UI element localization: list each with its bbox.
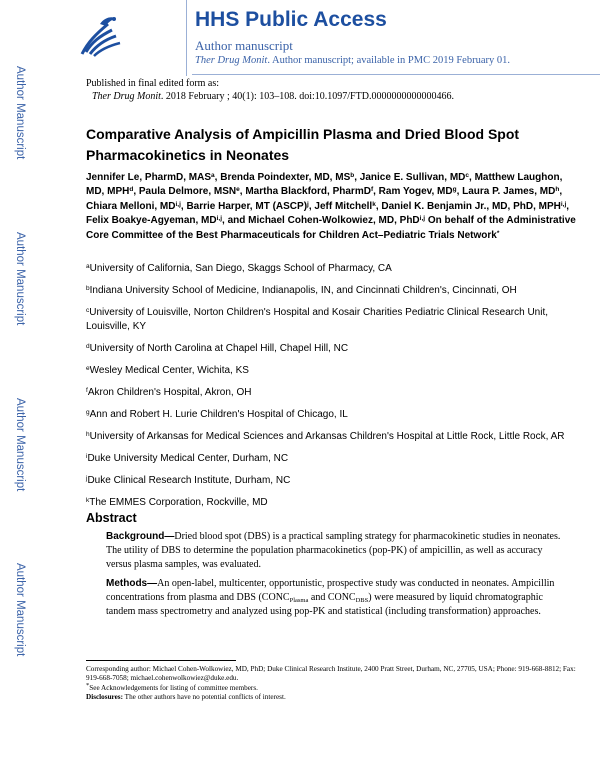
methods-text: ) were measured by liquid chromatographic tandem mass spectrometry and analyzed using pop-PK and statistical (including transformation) approaches. [106,591,543,617]
affiliation-text: Ann and Robert H. Lurie Children's Hospital of Chicago, IL [89,408,348,420]
affiliation-mark: f [86,386,88,394]
publication-intro: Published in final edited form as: [86,78,220,89]
hhs-eagle-logo-icon [78,12,124,60]
methods-subscript: DBS [355,596,369,604]
affiliation [86,452,580,466]
author [462,186,559,197]
committee-note-mark: * [86,681,90,689]
author-group: On behalf of the Administrative Core Committee of the Best Pharmaceuticals for Children Act–Pediatric Trials Network [86,215,576,241]
affiliation-mark: d [86,342,90,350]
affiliation-mark: j [86,474,88,482]
affiliation [86,342,580,356]
affiliation-mark: k [86,496,90,504]
author-group-mark: * [496,229,500,237]
article-title: Comparative Analysis of Ampicillin Plasma and Dried Blood Spot Pharmacokinetics in Neonates [86,126,520,163]
author [186,201,308,212]
footnotes [86,665,576,703]
affiliation-text: University of California, San Diego, Skaggs School of Pharmacy, CA [89,263,392,274]
affiliation-mark: h [86,430,90,438]
affiliation [86,408,580,422]
authors-conjunction: , and [222,215,249,227]
background-label: Background— [106,531,175,542]
abstract-methods [106,577,566,618]
affiliation-text: Duke Clinical Research Institute, Durham, NC [87,474,291,486]
affiliation-mark: b [86,285,90,292]
author-affil-mark: i,j [175,200,181,208]
author-name: Barrie Harper, MT (ASCP) [186,200,308,212]
header-vertical-divider [186,0,187,76]
methods-text: and CONC [308,591,356,603]
affiliation-mark: a [86,263,90,270]
author-affil-mark: c [465,172,470,179]
affiliation [86,284,580,298]
author [245,186,373,197]
disclosures [86,693,576,702]
author-name: Janice E. Sullivan, MD [359,172,466,183]
publication-info [86,77,454,103]
affiliation-text: University of Louisville, Norton Children's Hospital and Kosair Charities Pediatric Clinical Research Unit, Louisville, KY [86,307,549,332]
author-name: Laura P. James, MD [462,186,556,198]
header-citation [195,55,510,66]
author-affil-mark: i,j [560,200,567,208]
affiliation [86,386,580,400]
corresponding-author: Corresponding author: Michael Cohen-Wolkowiez, MD, PhD; Duke Clinical Research Institute, 2400 Pratt Street, Durham, NC, 27705, USA; Phone: 919-668-8812; Fax: 919-668-7058; michael.cohenwolkowiez@duke.edu. [86,665,576,683]
author-name: Daniel K. Benjamin Jr., MD, PhD, MPH [381,200,561,212]
affiliation-list [86,262,580,518]
side-label-author-manuscript: Author Manuscript [14,398,26,492]
author-affil-mark: e [236,186,240,194]
author [360,172,469,183]
author-affil-mark: d [129,186,134,194]
affiliation [86,262,580,276]
background-text: Dried blood spot (DBS) is a practical sampling strategy for pharmacokinetic studies in neonates. The utility of DBS to determine the population pharmacokinetics (pop-PK) of ampicillin, as well as accuracy versus plasma samples, was evaluated. [106,531,561,570]
author-list: Jennifer Le, PharmD, MAS$^a$, Brenda Poindexter, MD, $MS^b$, Janice E. Sullivan, $MD^c$, Matthew Laughon, MD, MPH$^d$, Paula Delmore, MSN$^e$, Martha Blackford, PharmD$^f$, Ram Yogev, $MD^g$, Laura P. James, $MD^h$, Chiara Melloni, MD$^{i,j}$, Barrie Harper, MT (ASCP)$^j$, Jeff Mitchell$^k$, Daniel K. Benjamin Jr., MD, PhD, MPH$^{i,j}$, Felix Boakye-Agyeman, MD$^{i,j}$, and Michael Cohen-Wolkowiez, MD, PhD$^{i,j}$ On behalf of the Administrative Core Committee of the Best Pharmaceuticals for Children Act–Pediatric Trials Network* [86,172,576,241]
methods-label: Methods— [106,578,158,589]
affiliation-text: Wesley Medical Center, Wichita, KS [89,364,249,376]
author-name: Jennifer Le, PharmD, MAS [86,172,212,183]
header-rule [192,74,600,75]
author [314,201,375,212]
author [220,172,354,183]
disclosures-label: Disclosures: [86,693,124,702]
side-label-author-manuscript: Author Manuscript [14,66,26,160]
affiliation-text: Indiana University School of Medicine, Indianapolis, IN, and Cincinnati Children's, Cincinnati, OH [89,285,517,296]
header-availability: . Author manuscript; available in PMC 2019 February 01. [267,55,510,66]
side-label-author-manuscript: Author Manuscript [14,232,26,326]
author [86,215,222,226]
affiliation [86,364,580,378]
author [248,215,425,226]
affiliation-text: University of North Carolina at Chapel Hill, Chapel Hill, NC [89,342,349,354]
disclosures-text: The other authors have no potential conflicts of interest. [123,693,286,702]
committee-note-text: See Acknowledgements for listing of committee members. [89,683,258,692]
header-subtitle: Author manuscript [195,38,293,53]
footnote-rule [86,660,236,661]
author-affil-mark: i,j [419,215,426,223]
author-name: Michael Cohen-Wolkowiez, MD, PhD [248,215,420,227]
affiliation-mark: e [86,364,90,372]
author-name: Jeff Mitchell [314,200,373,212]
author-name: Matthew Laughon, MD, MPH [86,172,563,198]
author-name: Felix Boakye-Agyeman, MD [86,215,217,227]
author-affil-mark: a [211,172,215,179]
publication-journal: Ther Drug Monit [92,91,161,102]
affiliation [86,430,580,444]
author [381,201,566,212]
affiliation [86,306,580,333]
author [139,186,240,197]
affiliation [86,496,580,510]
author-affil-mark: i,j [216,215,223,223]
header-title: HHS Public Access [195,8,387,31]
author-affil-mark: b [350,172,355,179]
author-name: Martha Blackford, PharmD [245,186,371,198]
author-name: Ram Yogev, MD [378,186,453,198]
author-affil-mark: h [555,186,560,194]
author-name: Paula Delmore, MSN [138,186,237,198]
affiliation-text: The EMMES Corporation, Rockville, MD [89,496,268,508]
affiliation-mark: i [86,452,88,460]
affiliation [86,474,580,488]
publication-details: . 2018 February ; 40(1): 103–108. doi:10.1097/FTD.0000000000000466. [160,91,454,102]
affiliation-text: Akron Children's Hospital, Akron, OH [87,386,252,398]
author-affil-mark: k [372,200,376,208]
affiliation-mark: g [86,408,90,416]
header-journal: Ther Drug Monit [195,55,268,66]
side-label-author-manuscript: Author Manuscript [14,563,26,657]
left-margin-labels [0,0,64,776]
author [86,201,181,212]
abstract-heading: Abstract [86,511,137,525]
affiliation-text: Duke University Medical Center, Durham, NC [87,452,289,464]
author [379,186,457,197]
author-name: Chiara Melloni, MD [86,200,176,212]
publication-citation [86,90,454,103]
committee-note [86,681,576,693]
author [86,172,215,183]
author-affil-mark: j [307,200,309,208]
methods-text: An open-label, multicenter, opportunistic, prospective study was conducted in neonates. Ampicillin concentrations from plasma and DBS (CONC [106,578,555,603]
methods-subscript: Plasma [289,596,309,604]
abstract-background [106,530,566,571]
affiliation-text: University of Arkansas for Medical Sciences and Arkansas Children's Hospital at Little Rock, Little Rock, AR [89,430,565,442]
author-affil-mark: f [370,186,374,194]
author-name: Brenda Poindexter, MD, MS [220,172,351,183]
author-affil-mark: g [452,186,457,194]
affiliation-mark: c [86,307,90,314]
